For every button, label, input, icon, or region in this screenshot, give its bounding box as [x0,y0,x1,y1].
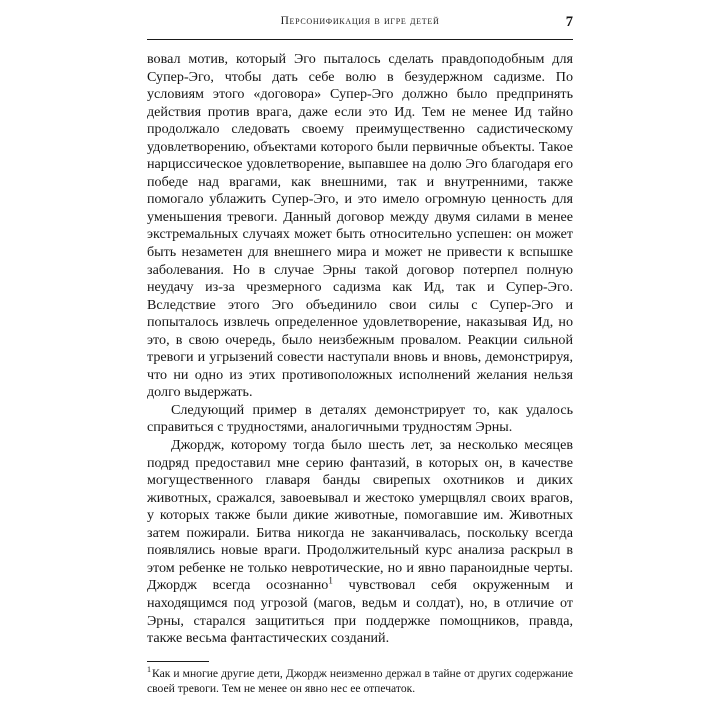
paragraph-text-after-footnote: чувствовал себя окруженным и находящимся под угрозой (магов, ведьм и солдат), но, в отличие от Эрны, старался защититься при поддержке помощников, правда, также весьма фантастических созданий. [147,577,573,647]
running-head-title: Персонификация в игре детей [280,15,440,27]
footnote-reference-marker[interactable]: 1 [328,575,333,586]
header-rule [147,39,573,40]
footnote-block [147,661,573,696]
footnote-text: Как и многие другие дети, Джордж неизменно держал в тайне от других содержание своей тревоги. Тем не менее он явно нес ее отпечаток. [147,667,573,695]
paragraph: вовал мотив, который Эго пыталось сделать правдоподобным для Супер-Эго, чтобы дать себе волю в безудержном садизме. По условиям этого «договора» Супер-Эго должно было предпринять действия против врага, даже если это Ид. Тем не менее Ид тайно продолжало следовать своему преимущественно садистическому удовлетворению, объектами которого были первичные объекты. Такое нарциссическое удовлетворение, выпавшее на долю Эго благодаря его победе над врагами, как внешними, так и внутренними, также помогало ублажить Супер-Эго, и это имело огромную ценность для уменьшения тревоги. Данный договор между двумя силами в менее экстремальных случаях может быть относительно успешен: он может быть незаметен для внешнего мира и может не привести к вспышке заболевания. Но в случае Эрны такой договор потерпел полную неудачу из-за чрезмерного садизма как Ид, так и Супер-Эго. Вследствие этого Эго объединило свои силы с Супер-Эго и попыталось извлечь определенное удовлетворение, наказывая Ид, но это, в свою очередь, было неизбежным провалом. Реакции сильной тревоги и угрызений совести наступали вновь и вновь, демонстрируя, что ни одно из этих противоположных исполнений желания нельзя долго выдержать. [147,51,573,401]
paragraph: Следующий пример в деталях демонстрирует то, как удалось справиться с трудностями, аналогичными трудностям Эрны. [147,401,573,436]
running-head [147,14,573,34]
page-content [147,14,573,647]
page-number: 7 [565,14,573,30]
footnote-separator-rule [147,661,209,662]
footnote-number: 1 [147,665,151,675]
footnote-entry [147,667,573,696]
paragraph-text-before-footnote: Джордж, которому тогда было шесть лет, за несколько месяцев подряд предоставил мне серию фантазий, в которых он, в качестве могущественного главаря банды свирепых охотников и диких животных, сражался, завоевывал и жестоко умерщвлял своих врагов, у которых также были дикие животные, помогавшие им. Животных затем пожирали. Битва никогда не заканчивалась, поскольку всегда появлялись новые враги. Продолжительный курс анализа раскрыл в этом ребенке не только невротические, но и явно параноидные черты. Джордж всегда осознанно [147,437,573,594]
paragraph [147,437,573,648]
body-text [147,51,573,648]
